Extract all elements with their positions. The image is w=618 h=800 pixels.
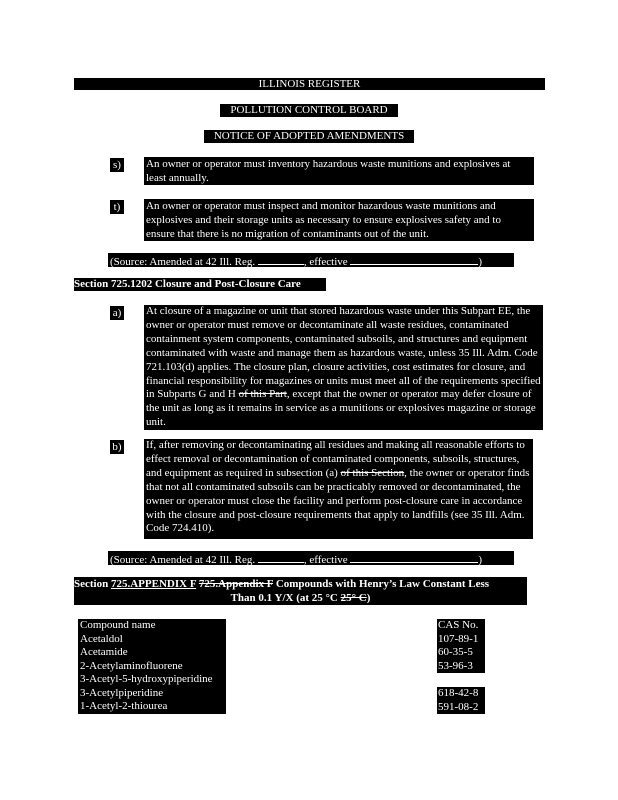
source-mid: , effective	[303, 256, 351, 268]
subsection-text-t: An owner or operator must inspect and monitor hazardous waste munitions and explosives and their storage units as necessary to ensure explosives safety and to ensure that there is no migration of contaminants out of the unit.	[144, 199, 534, 241]
struck-text: of this Section	[340, 466, 405, 479]
heading-line2-end: )	[366, 592, 371, 604]
heading-struck-number: 725.Appendix F	[198, 578, 274, 590]
heading-title: Compounds with Henry’s Law Constant Less	[273, 578, 490, 590]
appendix-heading-line-1	[74, 577, 527, 591]
cas-number: 618-42-8	[438, 687, 479, 699]
subsection-label-a: a)	[110, 306, 124, 320]
notice-title: NOTICE OF ADOPTED AMENDMENTS	[204, 130, 414, 143]
subsection-text-a	[144, 305, 543, 430]
cas-number: 60-35-5	[438, 646, 473, 658]
text-run: At closure of a magazine or unit that stored hazardous waste under this Subpart EE, the owner or operator must remove or decontaminate all waste residues, contaminated containment system components, contaminated subsoils, and structures and equipment contaminated with waste and manage them as hazardous waste, unless 35 Ill. Adm. Code 721.103(d) applies. The closure plan, closure activities, cost estimates for closure, and financial responsibility for magazines or units must meet all of the requirements specified in Subparts G and H	[146, 305, 541, 401]
compound-name: 2-Acetylaminofluorene	[80, 659, 183, 672]
source-prefix: (Source: Amended at 42 Ill. Reg.	[110, 256, 258, 268]
blank-line	[258, 551, 304, 563]
subsection-label-t: t)	[110, 200, 124, 214]
section-heading-1202: Section 725.1202 Closure and Post-Closure Care	[74, 278, 326, 291]
blank-line	[350, 253, 478, 265]
compound-name: Acetaldol	[80, 632, 123, 645]
cas-column-mid	[437, 646, 485, 673]
subsection-label-b: b)	[110, 440, 124, 454]
text-run: If, after removing or decontaminating all residues and making all reasonable efforts to effect removal or decontamination of contaminated components, subsoils, structures, and equipment as required in subsection (a)	[146, 439, 525, 479]
appendix-heading	[74, 577, 527, 605]
compound-name: 1-Acetyl-2-thiourea	[80, 700, 168, 712]
cas-column-bottom	[437, 687, 485, 714]
column-header-compound: Compound name	[80, 619, 156, 631]
cas-number: 107-89-1	[438, 632, 479, 645]
struck-text: of this Part	[238, 388, 287, 401]
compound-name: Acetamide	[80, 646, 128, 658]
register-title: ILLINOIS REGISTER	[258, 78, 361, 90]
heading-line2: Than 0.1 Y/X (at 25 °C	[230, 592, 338, 604]
appendix-heading-line-2	[74, 591, 527, 605]
source-end: )	[478, 256, 483, 268]
subsection-text-s: An owner or operator must inventory hazardous waste munitions and explosives at least annually.	[144, 157, 534, 185]
cas-number: 53-96-3	[438, 659, 473, 672]
text-run: , except that the owner or operator may defer closure of the unit as long as it remains in service as a munitions or explosives magazine or storage unit.	[146, 388, 536, 429]
source-mid: , effective	[303, 554, 351, 566]
source-note-1	[108, 253, 514, 267]
blank-line	[258, 253, 304, 265]
column-header-cas: CAS No.	[438, 619, 479, 631]
cas-column-top	[437, 619, 485, 646]
subsection-text-b	[144, 439, 533, 539]
heading-prefix: Section	[74, 578, 111, 590]
cas-number: 591-08-2	[438, 700, 479, 713]
register-header	[74, 78, 545, 90]
source-note-2	[108, 551, 514, 565]
heading-line2-struck: 25° C	[340, 592, 367, 604]
source-prefix: (Source: Amended at 42 Ill. Reg.	[110, 554, 258, 566]
compound-name: 3-Acetyl-5-hydroxypiperidine	[80, 673, 213, 685]
subsection-label-s: s)	[110, 158, 124, 172]
heading-new-number: 725.APPENDIX F	[110, 578, 197, 590]
compound-name: 3-Acetylpiperidine	[80, 686, 164, 699]
text-run: , the owner or operator finds that not all contaminated subsoils can be practicably removed or decontaminated, the owner or operator must close the facility and perform post-closure care in accordance with the closure and post-closure requirements that apply to landfills (see 35 Ill. Adm. Code 724.410).	[146, 466, 530, 535]
blank-line	[350, 551, 478, 563]
source-end: )	[478, 554, 483, 566]
compound-name-column	[78, 619, 226, 714]
board-title: POLLUTION CONTROL BOARD	[220, 104, 398, 117]
